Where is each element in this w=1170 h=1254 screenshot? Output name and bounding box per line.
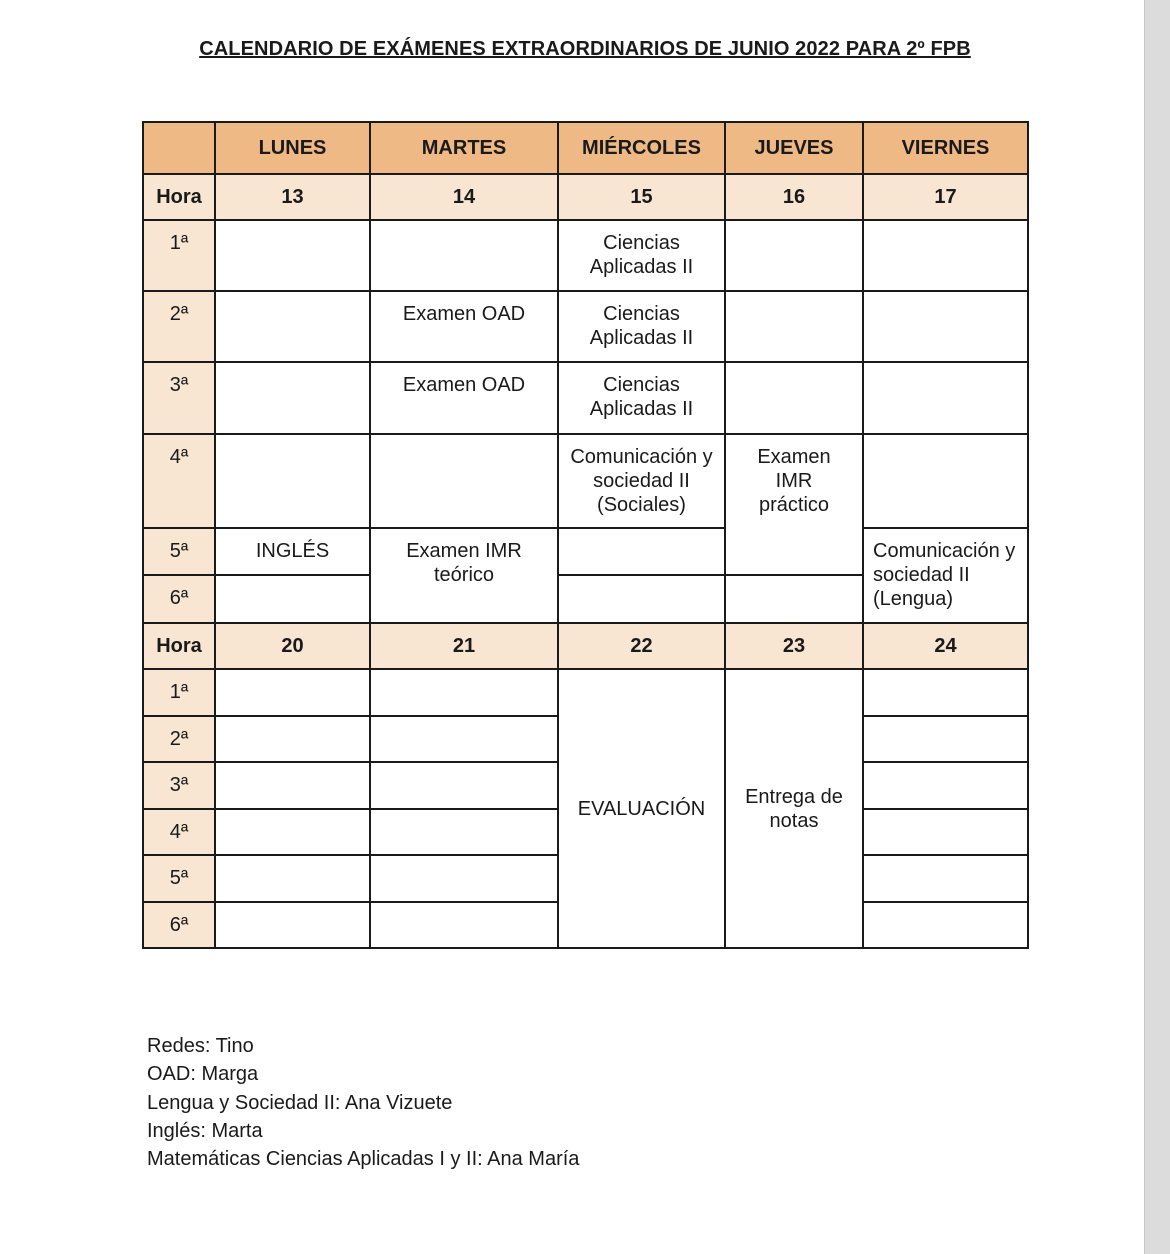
schedule-cell <box>370 762 558 809</box>
date-cell: 16 <box>725 174 863 220</box>
hour-label: 3ª <box>143 362 215 434</box>
schedule-cell <box>725 362 863 434</box>
hour-row <box>143 528 1028 575</box>
schedule-cell <box>863 220 1028 291</box>
date-cell: 22 <box>558 623 725 669</box>
hora-label: Hora <box>143 174 215 220</box>
note-line: OAD: Marga <box>147 1063 259 1086</box>
date-cell: 13 <box>215 174 370 220</box>
schedule-cell <box>215 809 370 855</box>
schedule-cell <box>370 528 558 623</box>
date-cell: 14 <box>370 174 558 220</box>
exam-text: Ciencias Aplicadas II <box>589 374 694 420</box>
day-header: JUEVES <box>725 122 863 174</box>
schedule-cell <box>215 575 370 623</box>
day-header: MARTES <box>370 122 558 174</box>
schedule-cell <box>863 716 1028 762</box>
schedule-cell <box>370 855 558 902</box>
page-title: CALENDARIO DE EXÁMENES EXTRAORDINARIOS DE JUNIO 2022 PARA 2º FPB <box>199 38 971 60</box>
schedule-cell <box>215 528 370 575</box>
hour-label: 5ª <box>143 855 215 902</box>
date-cell: 23 <box>725 623 863 669</box>
schedule-cell <box>558 291 725 362</box>
schedule-cell <box>215 669 370 716</box>
hour-label: 4ª <box>143 434 215 528</box>
schedule-cell <box>215 434 370 528</box>
corner-cell <box>143 122 215 174</box>
schedule-cell <box>215 902 370 948</box>
exam-text: Examen IMR teórico <box>406 540 522 586</box>
note-line: Inglés: Marta <box>147 1119 263 1142</box>
schedule-cell <box>370 220 558 291</box>
schedule-cell <box>863 434 1028 528</box>
teacher-notes <box>147 1032 579 1173</box>
schedule-cell <box>215 855 370 902</box>
schedule-cell <box>370 809 558 855</box>
schedule-cell <box>863 902 1028 948</box>
exam-text: INGLÉS <box>255 540 330 562</box>
exam-text: Comunicación y sociedad II (Lengua) <box>873 540 1016 610</box>
day-header: VIERNES <box>863 122 1028 174</box>
date-cell: 20 <box>215 623 370 669</box>
hour-label: 2ª <box>143 291 215 362</box>
schedule-cell <box>370 362 558 434</box>
hour-label: 6ª <box>143 902 215 948</box>
exam-text: EVALUACIÓN <box>577 797 706 820</box>
schedule-cell <box>215 220 370 291</box>
hour-label: 1ª <box>143 220 215 291</box>
date-cell: 15 <box>558 174 725 220</box>
schedule-cell <box>725 291 863 362</box>
day-header-row <box>143 122 1028 174</box>
schedule-cell <box>370 434 558 528</box>
hour-label: 4ª <box>143 809 215 855</box>
schedule-cell <box>215 716 370 762</box>
schedule-cell <box>558 669 725 948</box>
schedule-cell <box>215 762 370 809</box>
schedule-cell <box>558 362 725 434</box>
schedule-cell <box>863 291 1028 362</box>
schedule-cell <box>215 291 370 362</box>
exam-text: Entrega de notas <box>745 785 843 832</box>
note-line: Redes: Tino <box>147 1035 254 1057</box>
date-cell: 24 <box>863 623 1028 669</box>
exam-text: Comunicación y sociedad II (Sociales) <box>570 446 713 516</box>
hour-row <box>143 291 1028 362</box>
exam-text: Ciencias Aplicadas II <box>589 303 694 349</box>
exam-text: Ciencias Aplicadas II <box>589 232 694 278</box>
day-header: LUNES <box>215 122 370 174</box>
hour-label: 6ª <box>143 575 215 623</box>
schedule-cell <box>370 902 558 948</box>
hour-row <box>143 220 1028 291</box>
schedule-cell <box>863 528 1028 623</box>
schedule-cell <box>370 716 558 762</box>
schedule-cell <box>558 528 725 575</box>
hour-label: 1ª <box>143 669 215 716</box>
date-row-week1 <box>143 174 1028 220</box>
date-cell: 21 <box>370 623 558 669</box>
exam-text: Examen OAD <box>402 374 526 396</box>
exam-text: Examen IMR práctico <box>757 446 831 516</box>
schedule-cell <box>215 362 370 434</box>
hour-row <box>143 434 1028 528</box>
hour-row <box>143 362 1028 434</box>
schedule-cell <box>725 434 863 575</box>
schedule-cell <box>558 220 725 291</box>
day-header: MIÉRCOLES <box>558 122 725 174</box>
schedule-cell <box>725 575 863 623</box>
date-row-week2 <box>143 623 1028 669</box>
schedule-cell <box>558 575 725 623</box>
schedule-cell <box>863 855 1028 902</box>
schedule-cell <box>863 762 1028 809</box>
exam-text: Examen OAD <box>402 303 526 325</box>
hour-label: 5ª <box>143 528 215 575</box>
hour-label: 3ª <box>143 762 215 809</box>
hour-label: 2ª <box>143 716 215 762</box>
note-line: Lengua y Sociedad II: Ana Vizuete <box>147 1091 453 1114</box>
schedule-cell <box>863 362 1028 434</box>
schedule-cell <box>370 291 558 362</box>
schedule-cell <box>863 809 1028 855</box>
exam-schedule-table <box>142 121 1029 949</box>
schedule-cell <box>725 669 863 948</box>
note-line: Matemáticas Ciencias Aplicadas I y II: Ana María <box>147 1148 580 1171</box>
schedule-cell <box>863 669 1028 716</box>
hour-row <box>143 669 1028 716</box>
schedule-cell <box>370 669 558 716</box>
schedule-cell <box>725 220 863 291</box>
date-cell: 17 <box>863 174 1028 220</box>
schedule-cell <box>558 434 725 528</box>
hora-label: Hora <box>143 623 215 669</box>
